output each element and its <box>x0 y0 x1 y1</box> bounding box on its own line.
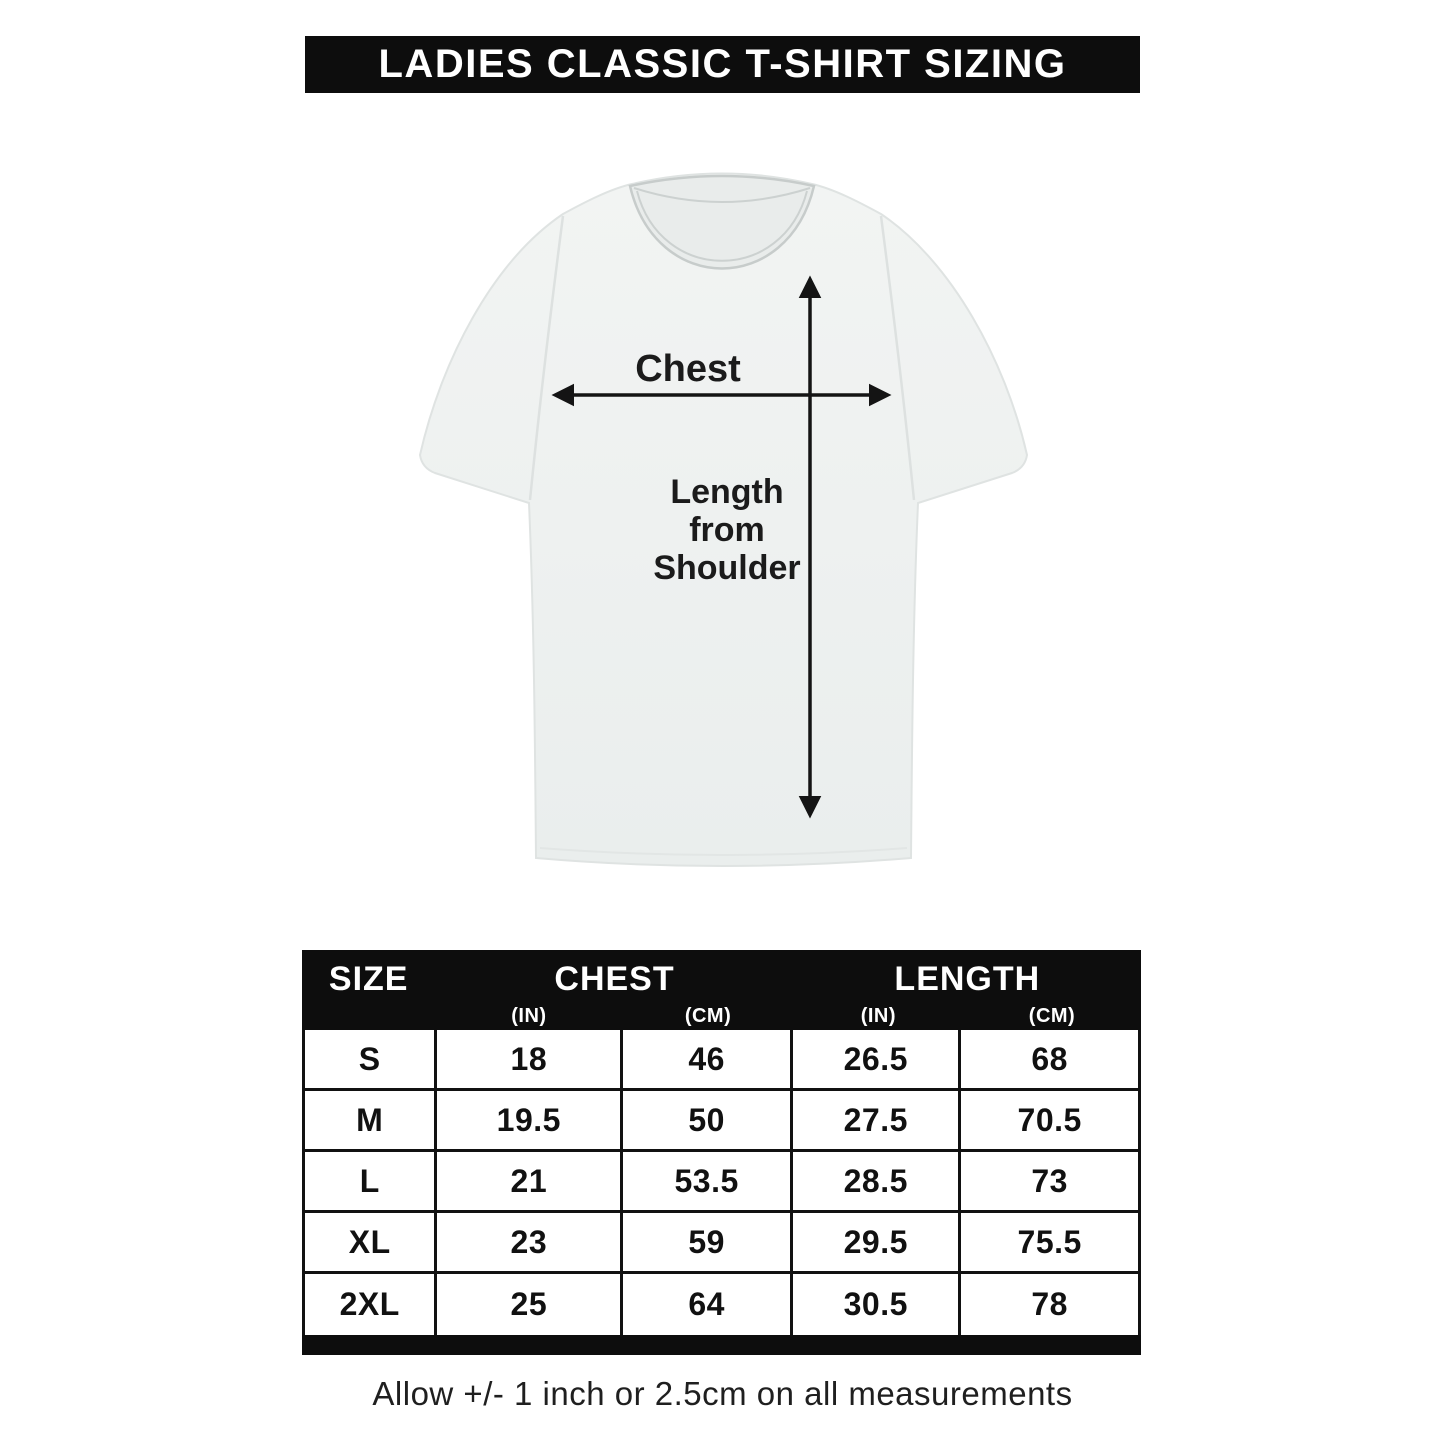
size-table <box>302 950 1141 1355</box>
unit-length-in: (IN) <box>860 1004 897 1027</box>
header-chest: CHEST <box>554 959 675 998</box>
title-bar <box>305 36 1140 93</box>
cell-chest-in: 19.5 <box>437 1091 623 1149</box>
cell-chest-in: 23 <box>437 1213 623 1271</box>
length-label-line2: from <box>689 511 765 549</box>
cell-length-cm: 73 <box>1031 1162 1068 1199</box>
table-row <box>305 1152 1138 1213</box>
unit-spacer <box>302 1002 435 1030</box>
shirt-photo <box>390 150 1060 915</box>
footer-note: Allow +/- 1 inch or 2.5cm on all measurements <box>372 1375 1073 1412</box>
table-row <box>305 1213 1138 1274</box>
cell-chest-cm: 46 <box>623 1030 793 1088</box>
cell-size: S <box>305 1030 437 1088</box>
cell-chest-cm: 50 <box>623 1091 793 1149</box>
table-header <box>302 950 1141 1030</box>
cell-size: XL <box>305 1213 437 1271</box>
chest-label: Chest <box>635 348 741 390</box>
cell-size: L <box>305 1152 437 1210</box>
table-row <box>305 1091 1138 1152</box>
cell-length-in: 27.5 <box>793 1091 961 1149</box>
cell-length-cm: 78 <box>1031 1286 1068 1322</box>
cell-size: 2XL <box>305 1274 437 1335</box>
table-row <box>305 1030 1138 1091</box>
cell-chest-in: 25 <box>437 1274 623 1335</box>
header-length: LENGTH <box>894 959 1041 998</box>
header-size: SIZE <box>328 959 409 998</box>
cell-size: M <box>305 1091 437 1149</box>
cell-chest-cm: 53.5 <box>623 1152 793 1210</box>
cell-chest-cm: 59 <box>623 1213 793 1271</box>
page-title: LADIES CLASSIC T-SHIRT SIZING <box>378 42 1067 86</box>
cell-length-in: 29.5 <box>793 1213 961 1271</box>
table-body <box>302 1030 1141 1335</box>
unit-chest-in: (IN) <box>511 1004 547 1027</box>
cell-chest-in: 21 <box>437 1152 623 1210</box>
cell-length-cm: 70.5 <box>1017 1101 1082 1138</box>
cell-length-in: 26.5 <box>793 1030 961 1088</box>
unit-chest-cm: (CM) <box>684 1004 732 1027</box>
cell-length-in: 28.5 <box>793 1152 961 1210</box>
unit-length-cm: (CM) <box>1028 1004 1076 1027</box>
length-label-line3: Shoulder <box>653 549 801 587</box>
cell-chest-cm: 64 <box>623 1274 793 1335</box>
cell-length-in: 30.5 <box>793 1274 961 1335</box>
cell-length-cm: 68 <box>1031 1040 1068 1077</box>
shirt-diagram <box>390 150 1060 915</box>
table-row <box>305 1274 1138 1335</box>
cell-length-cm: 75.5 <box>1017 1223 1082 1260</box>
length-label-line1: Length <box>670 473 784 511</box>
table-bottom-bar <box>302 1335 1141 1355</box>
cell-chest-in: 18 <box>437 1030 623 1088</box>
